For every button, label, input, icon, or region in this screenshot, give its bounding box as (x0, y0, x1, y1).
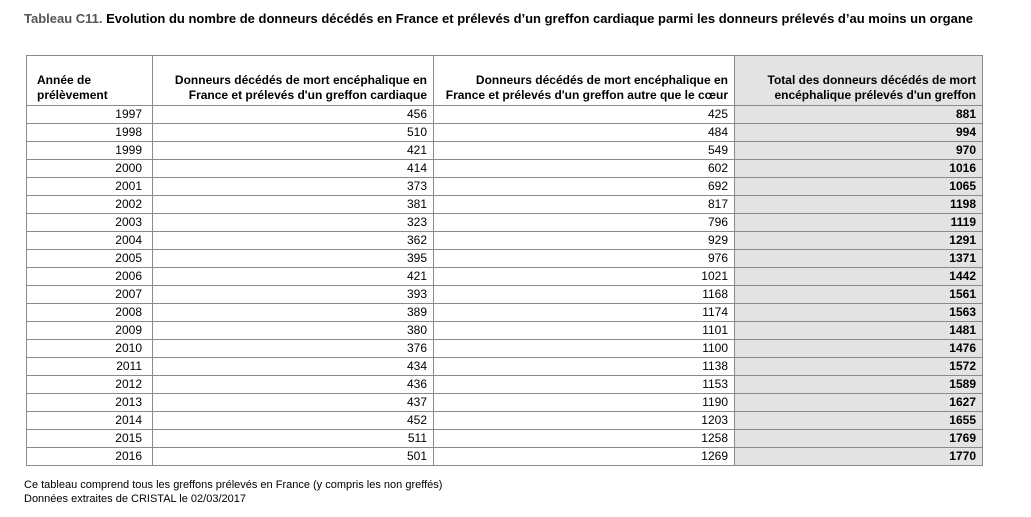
cell-year: 2001 (27, 178, 153, 196)
cell-other: 1269 (434, 448, 735, 466)
cell-cardiac: 381 (153, 196, 434, 214)
cell-other: 549 (434, 142, 735, 160)
cell-total: 1627 (735, 394, 983, 412)
cell-cardiac: 501 (153, 448, 434, 466)
cell-cardiac: 434 (153, 358, 434, 376)
table-row (27, 178, 983, 196)
cell-cardiac: 373 (153, 178, 434, 196)
cell-total: 970 (735, 142, 983, 160)
table-row (27, 232, 983, 250)
table-header-row (27, 56, 983, 106)
cell-other: 1138 (434, 358, 735, 376)
cell-other: 425 (434, 106, 735, 124)
cell-year: 2004 (27, 232, 153, 250)
table-row (27, 448, 983, 466)
cell-year: 1997 (27, 106, 153, 124)
cell-cardiac: 421 (153, 268, 434, 286)
cell-cardiac: 380 (153, 322, 434, 340)
table-row (27, 322, 983, 340)
cell-cardiac: 395 (153, 250, 434, 268)
cell-total: 1589 (735, 376, 983, 394)
cell-year: 2014 (27, 412, 153, 430)
cell-cardiac: 511 (153, 430, 434, 448)
cell-other: 1168 (434, 286, 735, 304)
cell-year: 2011 (27, 358, 153, 376)
cell-year: 2012 (27, 376, 153, 394)
table-number: Tableau C11. (24, 11, 103, 26)
cell-total: 1198 (735, 196, 983, 214)
header-total: Total des donneurs décédés de mort encéphalique prélevés d'un greffon (735, 56, 983, 106)
cell-cardiac: 414 (153, 160, 434, 178)
table-row (27, 214, 983, 232)
table-row (27, 430, 983, 448)
cell-cardiac: 362 (153, 232, 434, 250)
table-title (24, 11, 994, 26)
cell-other: 1100 (434, 340, 735, 358)
cell-total: 1563 (735, 304, 983, 322)
cell-other: 1101 (434, 322, 735, 340)
table-row (27, 160, 983, 178)
table-title-text: Evolution du nombre de donneurs décédés en France et prélevés d’un greffon cardiaque parmi les donneurs prélevés d’au moins un organe (102, 11, 973, 26)
cell-other: 1021 (434, 268, 735, 286)
cell-year: 2005 (27, 250, 153, 268)
cell-year: 2006 (27, 268, 153, 286)
table-row (27, 340, 983, 358)
cell-year: 2009 (27, 322, 153, 340)
cell-total: 1572 (735, 358, 983, 376)
cell-other: 817 (434, 196, 735, 214)
cell-other: 1258 (434, 430, 735, 448)
header-cardiac: Donneurs décédés de mort encéphalique en France et prélevés d'un greffon cardiaque (153, 56, 434, 106)
cell-total: 1065 (735, 178, 983, 196)
cell-total: 1655 (735, 412, 983, 430)
cell-total: 1016 (735, 160, 983, 178)
cell-other: 976 (434, 250, 735, 268)
cell-other: 796 (434, 214, 735, 232)
cell-total: 1119 (735, 214, 983, 232)
cell-other: 484 (434, 124, 735, 142)
cell-year: 2015 (27, 430, 153, 448)
footnote-scope: Ce tableau comprend tous les greffons prélevés en France (y compris les non greffés) (24, 479, 443, 491)
table-row (27, 124, 983, 142)
cell-cardiac: 393 (153, 286, 434, 304)
data-table (26, 55, 983, 466)
cell-cardiac: 437 (153, 394, 434, 412)
footnote-source: Données extraites de CRISTAL le 02/03/2017 (24, 493, 246, 505)
cell-year: 2016 (27, 448, 153, 466)
cell-total: 1291 (735, 232, 983, 250)
cell-cardiac: 436 (153, 376, 434, 394)
table-row (27, 358, 983, 376)
cell-total: 1561 (735, 286, 983, 304)
cell-year: 2008 (27, 304, 153, 322)
cell-total: 1442 (735, 268, 983, 286)
cell-cardiac: 376 (153, 340, 434, 358)
header-year: Année de prélèvement (27, 56, 153, 106)
table-row (27, 196, 983, 214)
cell-other: 1190 (434, 394, 735, 412)
cell-total: 1476 (735, 340, 983, 358)
cell-other: 1203 (434, 412, 735, 430)
cell-cardiac: 510 (153, 124, 434, 142)
cell-total: 994 (735, 124, 983, 142)
table-body (27, 106, 983, 466)
cell-cardiac: 421 (153, 142, 434, 160)
cell-year: 2013 (27, 394, 153, 412)
cell-other: 1174 (434, 304, 735, 322)
cell-cardiac: 452 (153, 412, 434, 430)
table-row (27, 412, 983, 430)
table-row (27, 376, 983, 394)
cell-year: 1998 (27, 124, 153, 142)
cell-total: 1371 (735, 250, 983, 268)
cell-year: 1999 (27, 142, 153, 160)
cell-other: 692 (434, 178, 735, 196)
cell-total: 1770 (735, 448, 983, 466)
header-other: Donneurs décédés de mort encéphalique en France et prélevés d'un greffon autre que le cœur (434, 56, 735, 106)
cell-other: 1153 (434, 376, 735, 394)
cell-cardiac: 323 (153, 214, 434, 232)
cell-year: 2000 (27, 160, 153, 178)
table-row (27, 142, 983, 160)
cell-total: 1481 (735, 322, 983, 340)
cell-total: 881 (735, 106, 983, 124)
table-row (27, 106, 983, 124)
cell-other: 602 (434, 160, 735, 178)
table-row (27, 286, 983, 304)
cell-cardiac: 456 (153, 106, 434, 124)
cell-other: 929 (434, 232, 735, 250)
cell-year: 2002 (27, 196, 153, 214)
table-row (27, 304, 983, 322)
cell-cardiac: 389 (153, 304, 434, 322)
cell-year: 2007 (27, 286, 153, 304)
table-row (27, 250, 983, 268)
cell-year: 2003 (27, 214, 153, 232)
cell-year: 2010 (27, 340, 153, 358)
footnotes (24, 478, 442, 506)
table-row (27, 268, 983, 286)
table-row (27, 394, 983, 412)
cell-total: 1769 (735, 430, 983, 448)
